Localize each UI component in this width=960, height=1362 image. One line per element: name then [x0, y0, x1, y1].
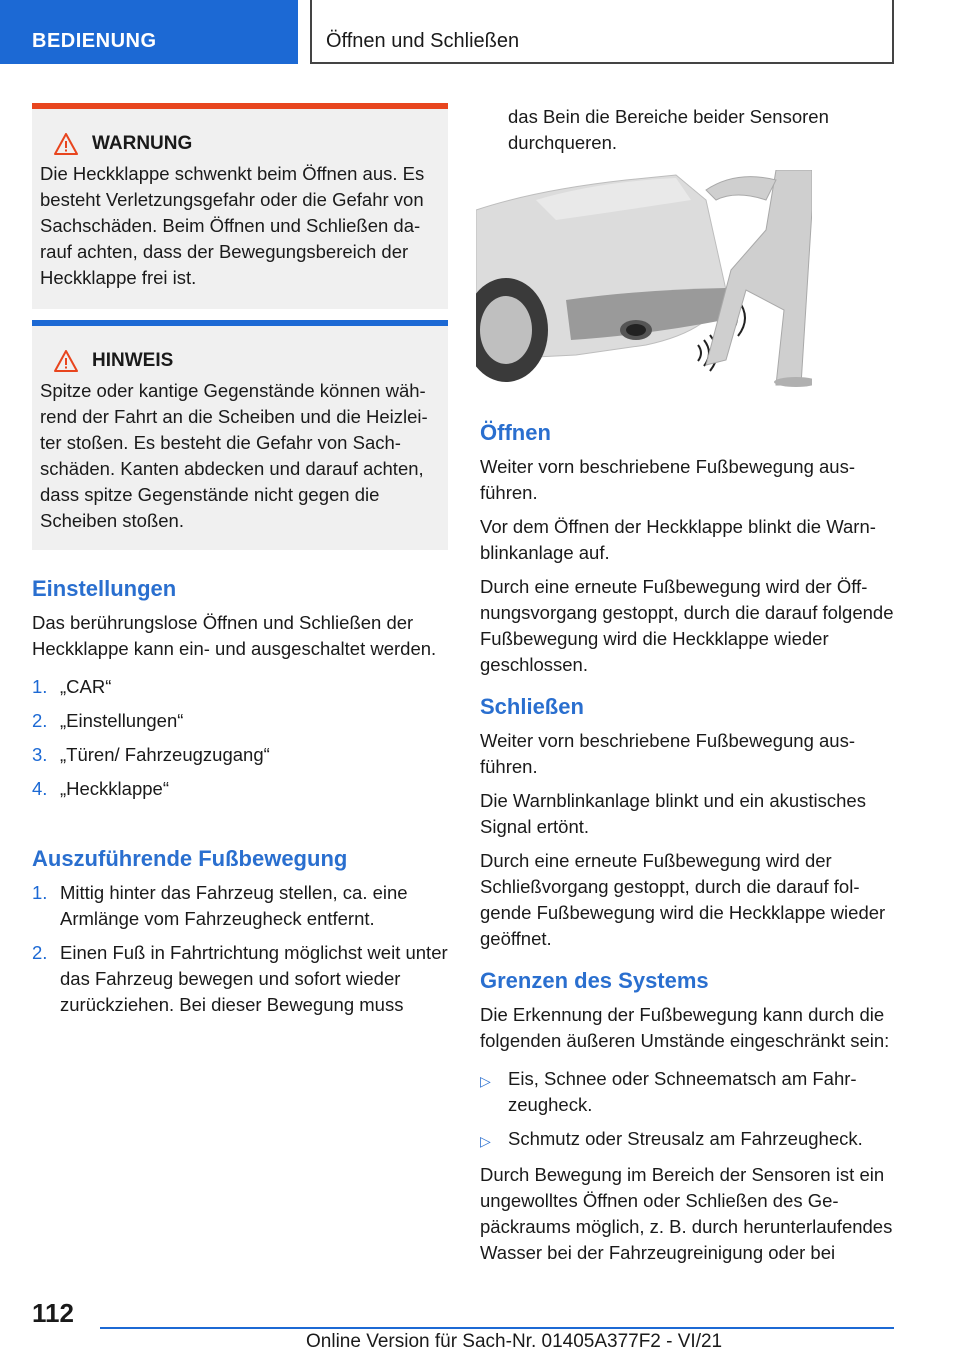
grenzen-intro: Die Erkennung der Fußbewegung kann durch die folgenden äußeren Umstände eingeschränkt sein: [480, 1004, 890, 1051]
fussbewegung-heading: Auszuführende Fußbewegung [32, 846, 348, 871]
einstellungen-steps [32, 674, 448, 802]
fussbewegung-steps [32, 880, 452, 1018]
warning-triangle-icon [54, 133, 78, 155]
grenzen-bullets [480, 1066, 894, 1154]
schliessen-para-2: Die Warnblinkanlage blinkt und ein akustisches Signal ertönt. [480, 790, 866, 837]
schliessen-heading: Schließen [480, 694, 584, 719]
foot-gesture-illustration [476, 170, 812, 390]
list-item: 2. Einen Fuß in Fahrtrichtung möglichst weit unter das Fahrzeug bewegen und sofort wieder zurückziehen. Bei dieser Bewegung muss [32, 942, 448, 1015]
list-item: ▷ Eis, Schnee oder Schneematsch am Fahrzeugheck. [480, 1066, 894, 1118]
grenzen-section [480, 968, 894, 1266]
list-item: 2. „Einstellungen“ [32, 710, 184, 731]
oeffnen-para-2: Vor dem Öffnen der Heckklappe blinkt die Warnblinkanlage auf. [480, 516, 876, 563]
einstellungen-section [32, 576, 448, 810]
einstellungen-heading: Einstellungen [32, 576, 177, 601]
warning-text: Die Heckklappe schwenkt beim Öffnen aus. Es besteht Verletzungsgefahr oder die Gefahr von Sachschäden. Beim Öffnen und Schließen darauf achten, dass der Bewegungsbereich der Heckklappe frei ist. [40, 163, 425, 288]
page-number: 112 [32, 1298, 74, 1328]
grenzen-outro: Durch Bewegung im Bereich der Sensoren ist ein ungewolltes Öffnen oder Schließen des Gepäckraums möglich, z. B. durch herunterlaufendes Wasser bei der Fahrzeugreinigung oder bei [480, 1164, 893, 1263]
oeffnen-heading: Öffnen [480, 420, 551, 445]
schliessen-para-3: Durch eine erneute Fußbewegung wird der Schließvorgang gestoppt, durch die darauf folgende Fußbewegung wird die Heckklappe wieder geöffnet. [480, 850, 886, 949]
warning-triangle-icon [54, 350, 78, 372]
notice-text: Spitze oder kantige Gegenstände können während der Fahrt an die Scheiben und die Heizleiter stoßen. Es besteht die Gefahr von Sachschäden. Kanten abdecken und darauf achten, dass spitze Gegenstände nicht gegen die Scheiben stoßen. [40, 380, 428, 531]
notice-title: HINWEIS [92, 350, 174, 371]
grenzen-heading: Grenzen des Systems [480, 968, 709, 993]
header-section-label: BEDIENUNG [0, 0, 298, 64]
list-item: 4. „Heckklappe“ [32, 778, 169, 799]
fussbewegung-section [32, 846, 452, 1026]
footer-online-version: Online Version für Sach-Nr. 01405A377F2 - VI/21 [306, 1331, 723, 1352]
list-item: 1. „CAR“ [32, 676, 112, 697]
oeffnen-section [480, 420, 894, 678]
list-item: ▷ Schmutz oder Streusalz am Fahrzeugheck. [480, 1126, 894, 1154]
header-page-title: Öffnen und Schließen [310, 0, 894, 64]
oeffnen-para-3: Durch eine erneute Fußbewegung wird der Öffnungsvorgang gestoppt, durch die darauf folgende Fußbewegung wird die Heckklappe wieder geschlossen. [480, 576, 894, 675]
bullet-triangle-icon: ▷ [480, 1133, 491, 1149]
warning-box [32, 103, 448, 309]
list-item: 1. Mittig hinter das Fahrzeug stellen, ca. eine Armlänge vom Fahrzeugheck entfernt. [32, 882, 408, 929]
notice-box [32, 320, 448, 550]
schliessen-para-1: Weiter vorn beschriebene Fußbewegung ausführen. [480, 730, 856, 777]
schliessen-section [480, 694, 894, 952]
warning-title-row [54, 133, 434, 155]
fussbewegung-continuation: das Bein die Bereiche beider Sensoren durchqueren. [508, 106, 829, 153]
oeffnen-para-1: Weiter vorn beschriebene Fußbewegung ausführen. [480, 456, 856, 503]
notice-title-row [54, 350, 434, 372]
footer-divider [100, 1327, 894, 1329]
list-item: 3. „Türen/ Fahrzeugzugang“ [32, 744, 270, 765]
warning-title: WARNUNG [92, 133, 193, 154]
bullet-triangle-icon: ▷ [480, 1073, 491, 1089]
einstellungen-text: Das berührungslose Öffnen und Schließen der Heckklappe kann ein- und ausgeschaltet werden. [32, 612, 437, 659]
